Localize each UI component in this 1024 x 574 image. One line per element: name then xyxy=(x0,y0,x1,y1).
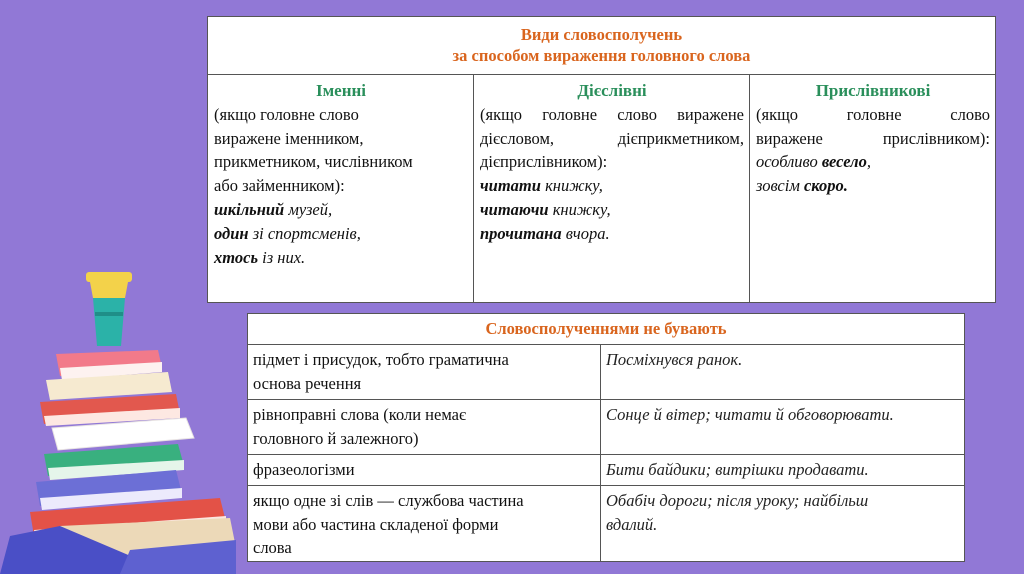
exclusions-table-header: Словосполученнями не бувають xyxy=(248,314,964,345)
column-adverbial xyxy=(750,75,995,302)
col2-example: читати книжку, xyxy=(480,176,603,196)
col2-line: (якщо головне слово виражене xyxy=(480,104,744,124)
column-nominal-title: Іменні xyxy=(315,81,367,100)
row-description: якщо одне зі слів — службова частина мови або частина складеної форми слова xyxy=(248,486,601,562)
row-example: Сонце й вітер; читати й обговорювати. xyxy=(606,405,894,424)
col1-line: або займенником): xyxy=(214,176,345,196)
col3-line: (якщо головне слово xyxy=(756,104,990,124)
col2-line: дієприслівником): xyxy=(480,152,608,172)
row-description: підмет і присудок, тобто граматична основа речення xyxy=(248,345,601,399)
col1-example: один зі спортсменів, xyxy=(214,223,361,243)
table-row xyxy=(248,345,964,400)
col2-example: прочитана вчора. xyxy=(480,223,610,243)
types-title-line1: Види словосполучень xyxy=(520,25,683,44)
row-description: фразеологізми xyxy=(248,455,601,485)
row-example: Обабіч дороги; після уроку; найбільш вдалий. xyxy=(606,491,869,534)
col1-line: виражене іменником, xyxy=(214,128,364,148)
books-illustration xyxy=(0,268,240,574)
col1-line: прикметником, числівником xyxy=(214,152,413,172)
col2-line: дієсловом, дієприкметником, xyxy=(480,128,744,148)
table-row xyxy=(248,486,964,562)
types-title-line2: за способом вираження головного слова xyxy=(452,46,751,65)
coffee-cup-icon xyxy=(86,272,132,346)
col3-line: виражене прислівником): xyxy=(756,128,990,148)
col1-example: шкільний музей, xyxy=(214,199,333,219)
types-table xyxy=(207,16,996,303)
exclusions-table xyxy=(247,313,965,562)
col3-example: особливо весело, xyxy=(756,152,871,172)
row-example: Бити байдики; витрішки продавати. xyxy=(606,460,869,479)
column-nominal xyxy=(208,75,474,302)
column-verbal-title: Дієслівні xyxy=(577,81,647,100)
col2-example: читаючи книжку, xyxy=(480,199,611,219)
table-row xyxy=(248,400,964,455)
table-row xyxy=(248,455,964,486)
row-description: рівноправні слова (коли немає головного й залежного) xyxy=(248,400,601,454)
col1-example: хтось із них. xyxy=(214,247,306,267)
col1-line: (якщо головне слово xyxy=(214,104,359,124)
column-adverbial-title: Прислівникові xyxy=(815,81,931,100)
types-table-header xyxy=(208,17,995,75)
row-example: Посміхнувся ранок. xyxy=(606,350,743,369)
col3-example: зовсім скоро. xyxy=(756,176,848,196)
column-verbal xyxy=(474,75,750,302)
